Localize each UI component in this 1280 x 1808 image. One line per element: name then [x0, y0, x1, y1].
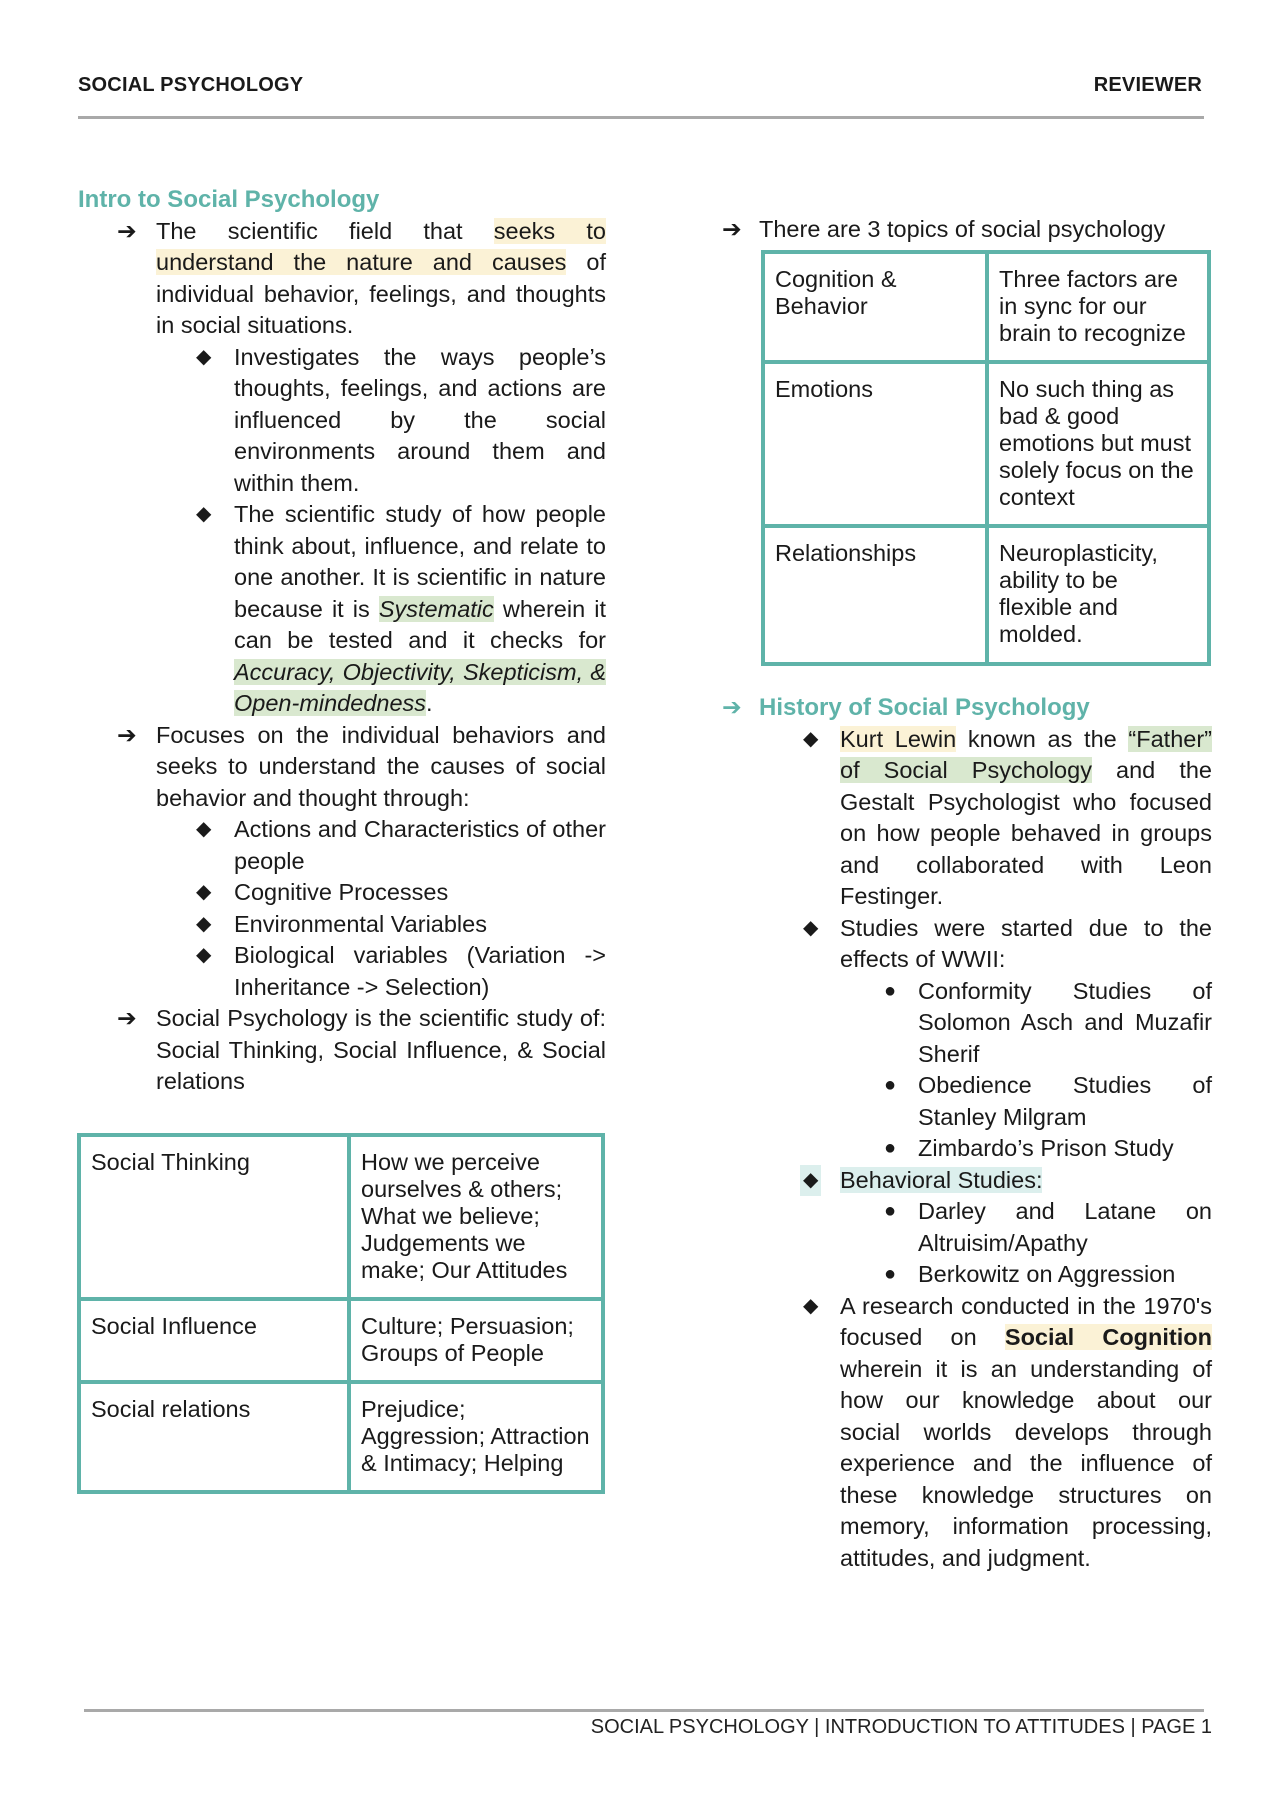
list-item	[722, 913, 1212, 976]
section-title-history	[722, 692, 1212, 724]
diamond-icon: ◆	[196, 881, 212, 903]
bullet-icon: ●	[884, 1137, 897, 1159]
item-text: There are 3 topics of social psychology	[759, 216, 1166, 242]
diamond-icon: ◆	[196, 818, 212, 840]
list-item	[722, 1165, 1212, 1197]
item-text: wherein it can be tested and it checks for	[234, 595, 606, 653]
item-text: Conformity Studies of Solomon Asch and Muzafir Sherif	[918, 977, 1212, 1067]
diamond-icon: ◆	[803, 916, 819, 939]
table-cell-detail: Culture; Persuasion; Groups of People	[349, 1299, 603, 1382]
table-cell-detail: Prejudice; Aggression; Attraction & Intimacy; Helping	[349, 1382, 603, 1492]
list-item	[78, 877, 606, 909]
list-item	[722, 1196, 1212, 1259]
table-cell-detail: Three factors are in sync for our brain to recognize	[987, 252, 1209, 362]
diamond-icon: ◆	[196, 345, 212, 368]
item-text: Social Psychology is the scientific study of: Social Thinking, Social Influence, & Social relations	[156, 1005, 606, 1094]
bullet-icon: ●	[884, 1263, 897, 1285]
footer-divider	[84, 1709, 1204, 1712]
section-title-intro: Intro to Social Psychology	[78, 186, 380, 213]
bullet-icon: ●	[884, 1200, 897, 1222]
item-text: Focuses on the individual behaviors and seeks to understand the causes of social behavior and thought through:	[156, 721, 606, 811]
list-item	[722, 1291, 1212, 1575]
item-text: of individual behavior, feelings, and thoughts in social situations.	[156, 249, 606, 338]
highlight-text: Systematic	[378, 595, 494, 622]
list-item	[78, 814, 606, 877]
highlight-text: Social Cognition	[1004, 1324, 1212, 1350]
social-topics-table	[77, 1133, 605, 1494]
table-row	[763, 526, 1209, 664]
item-text: known as the	[956, 725, 1129, 752]
arrow-icon: ➔	[722, 694, 742, 720]
table-row	[79, 1382, 603, 1492]
table-cell-topic: Cognition & Behavior	[763, 252, 987, 362]
psychology-topics-table	[761, 250, 1211, 666]
arrow-icon: ➔	[722, 216, 742, 242]
list-item	[722, 1259, 1212, 1291]
item-text: Darley and Latane on Altruisim/Apathy	[918, 1198, 1212, 1256]
item-text: Zimbardo’s Prison Study	[918, 1135, 1174, 1161]
diamond-icon: ◆	[803, 1294, 819, 1317]
item-text: Actions and Characteristics of other people	[234, 816, 606, 874]
list-item	[78, 909, 606, 941]
bullet-icon: ●	[884, 1074, 897, 1096]
item-text: .	[426, 690, 433, 716]
table-cell-topic: Social Influence	[79, 1299, 349, 1382]
item-text: Studies were started due to the effects of WWII:	[840, 914, 1212, 972]
highlight-text: Accuracy, Objectivity, Skepticism, & Open-mindedness	[234, 658, 606, 716]
arrow-icon: ➔	[117, 217, 137, 244]
left-column	[78, 184, 606, 1098]
item-text: Berkowitz on Aggression	[918, 1261, 1176, 1287]
bullet-icon: ●	[884, 979, 897, 1002]
diamond-icon: ◆	[800, 1165, 821, 1197]
list-item	[78, 1003, 606, 1098]
right-column-intro	[722, 214, 1212, 246]
diamond-icon: ◆	[803, 727, 819, 750]
list-item	[78, 342, 606, 500]
list-item	[722, 214, 1212, 246]
item-text: A research conducted in the 1970's focused on	[840, 1292, 1212, 1350]
right-column-history	[722, 692, 1212, 1574]
arrow-icon: ➔	[117, 1005, 137, 1031]
list-item	[78, 720, 606, 815]
arrow-icon: ➔	[117, 721, 137, 748]
list-item	[78, 940, 606, 1003]
item-text: The scientific field that	[156, 217, 494, 244]
item-text: Investigates the ways people’s thoughts, feelings, and actions are influenced by the social environments around them and within them.	[234, 343, 606, 496]
table-cell-detail: How we perceive ourselves & others; What we believe; Judgements we make; Our Attitudes	[349, 1135, 603, 1299]
highlight-text: Kurt Lewin	[840, 725, 957, 752]
header-title: SOCIAL PSYCHOLOGY	[78, 74, 304, 96]
item-text: Biological variables (Variation -> Inheritance -> Selection)	[234, 942, 606, 1000]
diamond-icon: ◆	[196, 503, 212, 525]
item-text: Environmental Variables	[234, 910, 487, 937]
table-cell-topic: Social Thinking	[79, 1135, 349, 1299]
table-cell-topic: Relationships	[763, 526, 987, 664]
table-cell-topic: Emotions	[763, 362, 987, 526]
list-item	[722, 724, 1212, 913]
diamond-icon: ◆	[196, 944, 212, 966]
item-text: Obedience Studies of Stanley Milgram	[918, 1072, 1212, 1130]
item-text: The scientific study of how people think about, influence, and relate to one another. It is scientific in nature because it is	[234, 501, 606, 622]
list-item	[78, 216, 606, 342]
list-item	[722, 976, 1212, 1071]
table-row	[763, 362, 1209, 526]
item-text: Cognitive Processes	[234, 879, 449, 905]
highlight-text: “Father” of Social Psychology	[840, 725, 1212, 783]
table-row	[79, 1135, 603, 1299]
list-item	[722, 1070, 1212, 1133]
table-row	[79, 1299, 603, 1382]
list-item	[722, 1133, 1212, 1165]
section-title-text: History of Social Psychology	[759, 694, 1090, 721]
table-cell-detail: No such thing as bad & good emotions but must solely focus on the context	[987, 362, 1209, 526]
item-text: wherein it is an understanding of how our knowledge about our social worlds develops through experience and the influence of these knowledge structures on memory, information processing, attitudes, and judgment.	[840, 1355, 1212, 1571]
table-row	[763, 252, 1209, 362]
table-cell-detail: Neuroplasticity, ability to be flexible and molded.	[987, 526, 1209, 664]
item-text: and the Gestalt Psychologist who focused on how people behaved in groups and collaborated with Leon Festinger.	[840, 757, 1212, 909]
highlight-text: seeks to understand the nature and causes	[156, 217, 606, 275]
diamond-icon: ◆	[196, 912, 212, 935]
footer-text: SOCIAL PSYCHOLOGY | INTRODUCTION TO ATTITUDES | PAGE 1	[590, 1716, 1212, 1738]
table-cell-topic: Social relations	[79, 1382, 349, 1492]
list-item	[78, 499, 606, 720]
header-label: REVIEWER	[1093, 74, 1202, 96]
header-divider	[78, 116, 1204, 119]
highlight-text: Behavioral Studies:	[840, 1166, 1043, 1193]
